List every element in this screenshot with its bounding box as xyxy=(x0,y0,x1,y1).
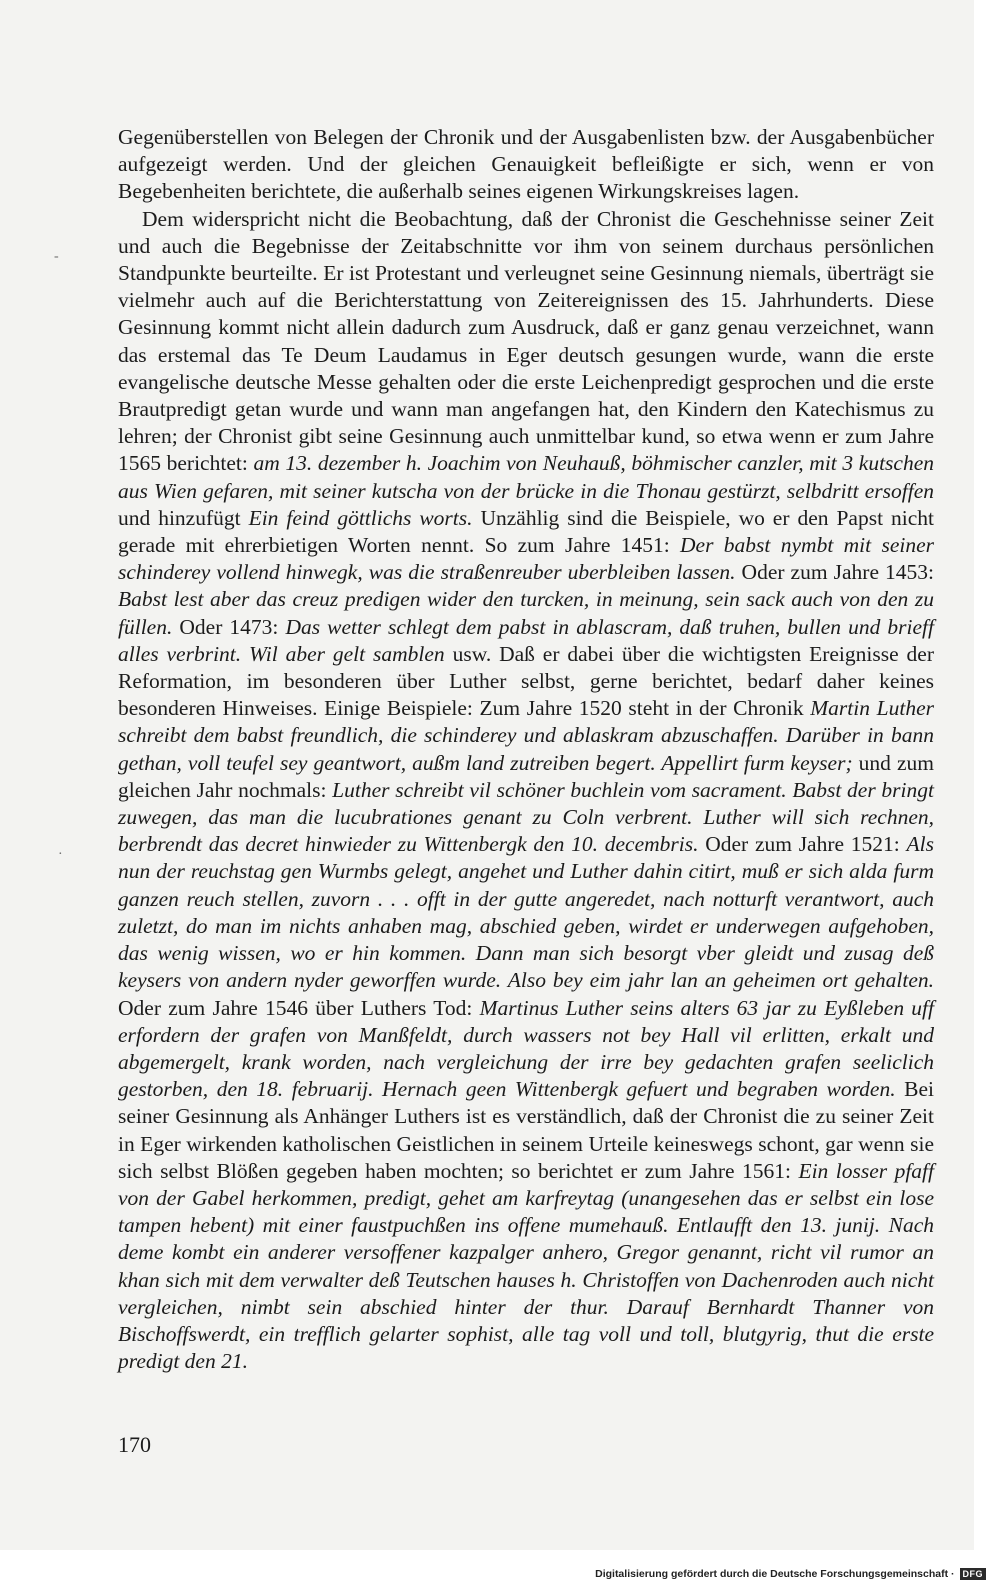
text-run: Oder zum Jahre 1521: xyxy=(698,832,907,857)
margin-mark: - xyxy=(54,249,59,264)
text-run: Oder zum Jahre 1546 über Luthers Tod: xyxy=(118,995,480,1020)
dfg-logo-icon: DFG xyxy=(960,1568,987,1580)
paragraph xyxy=(118,124,934,206)
text-run: und zum gleichen Jahr nochmals: xyxy=(118,750,934,802)
quoted-chronicle-text: Luther schreibt vil schöner buchlein vom sacrament. Babst der bringt zuwegen, das man die lucubrationes genant zu Coln verbrent. Luther will sich rechnen, berbrendt das decret hinwieder zu Wittenbergk den 10. decembris. xyxy=(118,777,934,857)
quoted-chronicle-text: Der babst nymbt mit seiner schinderey vollend hinwegk, was die straßenreuber uberbleiben lassen. xyxy=(118,533,934,585)
quoted-chronicle-text: Babst lest aber das creuz predigen wider den turcken, in meinung, sein sack auch von den zu füllen. xyxy=(118,587,934,639)
text-run: Oder zum Jahre 1453: xyxy=(735,560,934,585)
margin-mark: · xyxy=(58,847,63,862)
quoted-chronicle-text: Als nun der reuchstag gen Wurmbs gelegt, angehet und Luther dahin citirt, muß er sich alda furm ganzen reuch stellen, zuvorn . . . offt in der gutte angeredet, nach notturft verantwort, auch zuletzt, do man im nichts anhaben mag, abschied geben, wirdet er underwegen aufgehoben, das wenig wissen, wo er hin kommen. Dann man sich besorgt vber gleidt und zusag deß keysers von andern nyder geworffen wurde. Also bey eim jahr lan an geheimen ort gehalten. xyxy=(118,832,934,993)
quoted-chronicle-text: Ein feind göttlichs worts. xyxy=(248,505,473,530)
quoted-chronicle-text: Ein losser pfaff von der Gabel herkommen, predigt, gehet am karfreytag (unangesehen das er selbst ein lose tampen hebent) mit einer faustpuchßen ins offene mumehauß. Entlaufft den 13. junij. Nach deme kombt ein anderer versoffener kazpalger anhero, Gregor genannt, richt vil rumor an khan sich mit dem verwalter deß Teutschen hauses h. Christoffen von Dachenroden auch nicht vergleichen, nimbt sein abschied hinter der thur. Darauf Bernhardt Thanner von Bischoffswerdt, ein trefflich gelarter sophist, alle tag voll und toll, blutgyrig, thut die erste predigt den 21. xyxy=(118,1158,934,1374)
quoted-chronicle-text: Martinus Luther seins alters 63 jar zu Eyßleben uff erfordern der grafen von Manßfeldt, durch wassers not bey Hall vil erlitten, erkalt und abgemergelt, krank worden, nach vergleichung der irre bey gedachten grafen seeliclich gestorben, den 18. februarij. Hernach geen Wittenbergk gefuert und begraben worden. xyxy=(118,995,935,1102)
quoted-chronicle-text: am 13. dezember h. Joachim von Neuhauß, böhmischer canzler, mit 3 kutschen aus Wien gefaren, mit seiner kutscha von der brücke in die Thonau gestürzt, selbdritt ersoffen xyxy=(118,451,934,503)
text-run: und hinzufügt xyxy=(118,505,249,530)
text-run: usw. Daß er dabei über die wichtigsten Ereignisse der Reformation, im besonderen über Luther selbst, gerne berichtet, bedarf daher keines besonderen Hinweises. Einige Beispiele: Zum Jahre 1520 steht in der Chronik xyxy=(118,641,934,721)
paragraph xyxy=(118,206,934,1376)
digitization-footer xyxy=(595,1568,986,1580)
text-run: Oder 1473: xyxy=(172,614,286,639)
text-run: Bei seiner Gesinnung als Anhänger Luthers ist es verständlich, daß der Chronist die zu seiner Zeit in Eger wirkenden katholischen Geistlichen in seinem Urteile keineswegs schont, gar wenn sie sich selbst Blößen gegeben haben mochten; so berichtet er zum Jahre 1561: xyxy=(118,1077,935,1183)
footer-credit: Digitalisierung gefördert durch die Deutsche Forschungsgemeinschaft · xyxy=(595,1568,955,1580)
quoted-chronicle-text: Das wetter schlegt dem pabst in ablascram, daß truhen, bullen und brieff alles verbrint. Wil aber gelt samblen xyxy=(118,614,934,666)
text-run: Unzählig sind die Beispiele, wo er den Papst nicht gerade mit ehrerbietigen Worten nennt. So zum Jahre 1451: xyxy=(118,505,934,558)
quoted-chronicle-text: Martin Luther schreibt dem babst freundlich, die schinderey und ablaskram abzuschaffen. Darüber in bann gethan, voll teufel sey geantwort, außm land zutreiben begert. Appellirt furm keyser; xyxy=(118,696,934,775)
text-run: Dem widerspricht nicht die Beobachtung, daß der Chronist die Geschehnisse seiner Zeit und auch die Begebnisse der Zeitabschnitte vor ihm von seinem durchaus persönlichen Standpunkte beurteilte. Er ist Protestant und verleugnet seine Gesinnung niemals, überträgt sie vielmehr auch auf die Berichterstattung von Zeitereignissen des 15. Jahrhunderts. Diese Gesinnung kommt nicht allein dadurch zum Ausdruck, daß er ganz genau verzeichnet, wann das erstemal das Te Deum Laudamus in Eger deutsch gesungen wurde, wann die erste evangelische deutsche Messe gehalten oder die erste Leichenpredigt gesprochen und die erste Brautpredigt getan wurde und wann man angefangen hat, den Kindern den Katechismus zu lehren; der Chronist gibt seine Gesinnung auch unmittelbar kund, so etwa wenn er zum Jahre 1565 berichtet: xyxy=(118,206,934,476)
text-run: Gegenüberstellen von Belegen der Chronik und der Ausgabenlisten bzw. der Ausgabenbücher aufgezeigt werden. Und der gleichen Genauigkeit befleißigte er sich, wenn er von Begebenheiten berichtete, die außerhalb seines eigenen Wirkungskreises lagen. xyxy=(118,125,934,204)
body-text xyxy=(118,124,934,1375)
page-number: 170 xyxy=(118,1432,151,1457)
